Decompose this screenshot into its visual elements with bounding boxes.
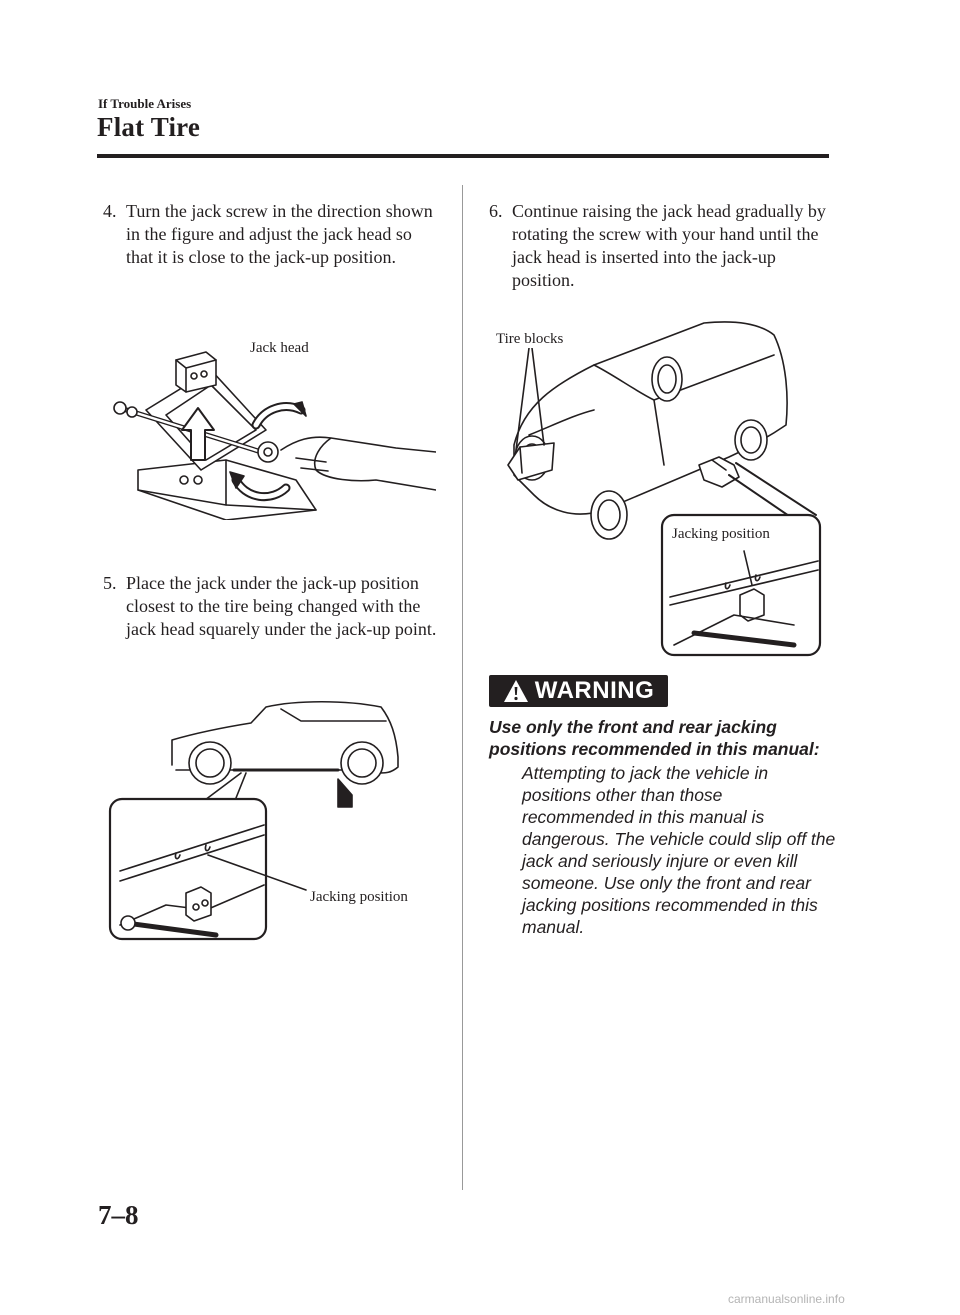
callout-jack-head: Jack head xyxy=(250,340,309,356)
column-divider xyxy=(462,185,463,1190)
step-text: Turn the jack screw in the direction shown in the figure and adjust the jack head so that it is close to the jack-up position. xyxy=(126,201,433,267)
warning-badge xyxy=(489,675,668,707)
warning-heading: Use only the front and rear jacking positions recommended in this manual: xyxy=(489,717,820,759)
title-rule xyxy=(97,154,829,158)
step-text: Continue raising the jack head gradually by rotating the screw with your hand until the jack head is inserted into the jack-up position. xyxy=(512,201,826,290)
section-label: If Trouble Arises xyxy=(98,96,192,111)
watermark: carmanualsonline.info xyxy=(728,1292,845,1306)
hand xyxy=(281,437,436,490)
car-side-illustration xyxy=(106,695,436,945)
warning-label: WARNING xyxy=(534,677,655,704)
wheel-front-right xyxy=(591,491,627,539)
callout-jacking-position: Jacking position xyxy=(672,526,770,542)
warning-body: Attempting to jack the vehicle in positions other than those recommended in this manual is dangerous. The vehicle could slip off the jack and seriously injure or even kill someone. Use only the front and rear jacking positions recommended in this manual. xyxy=(522,763,836,937)
step-4 xyxy=(103,200,438,269)
warning-icon xyxy=(503,679,529,703)
pointer-arrow-icon xyxy=(338,779,352,807)
step-6 xyxy=(489,200,834,292)
wheel-rear-left xyxy=(652,357,682,401)
car-body xyxy=(514,322,787,514)
step-5 xyxy=(103,572,438,641)
page-title: Flat Tire xyxy=(97,112,201,142)
step-number: 6. xyxy=(489,201,503,221)
step-number: 5. xyxy=(103,573,117,593)
jack-head xyxy=(176,352,216,392)
page-number: 7–8 xyxy=(98,1200,139,1230)
step-text: Place the jack under the jack-up position closest to the tire being changed with the jack head squarely under the jack-up point. xyxy=(126,573,437,639)
jack-illustration xyxy=(106,330,436,520)
step-number: 4. xyxy=(103,201,117,221)
car-perspective-illustration xyxy=(494,315,834,660)
callout-jacking-position: Jacking position xyxy=(310,889,408,905)
callout-tire-blocks: Tire blocks xyxy=(496,331,564,347)
wheel-rear-right xyxy=(735,420,767,460)
